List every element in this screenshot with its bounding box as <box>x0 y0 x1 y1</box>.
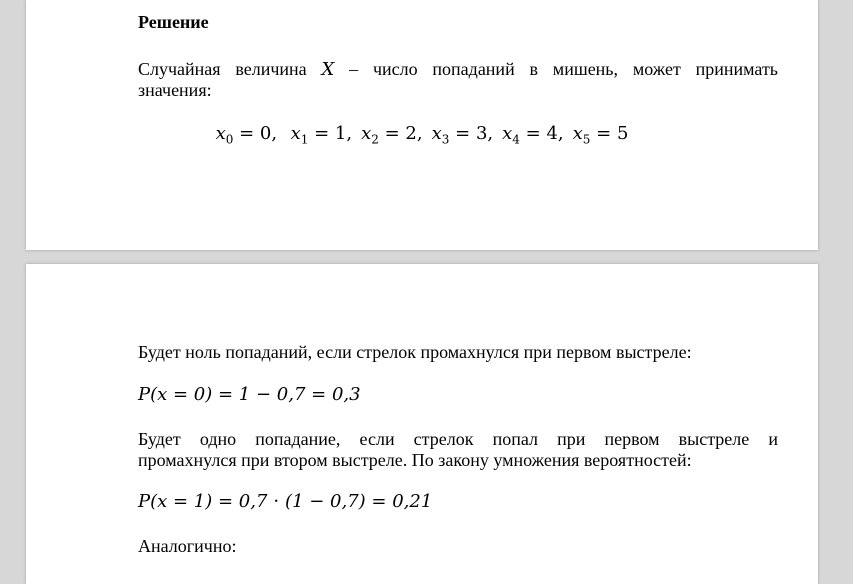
para1-text-b: – число попаданий в мишень, может принимать <box>349 59 779 79</box>
similarly-text: Аналогично: <box>138 536 237 556</box>
value-term: $x_1 = 1$, <box>290 123 353 147</box>
paragraph-random-variable-line1 <box>138 58 778 81</box>
document-page-2 <box>26 264 818 584</box>
solution-heading: Решение <box>138 12 209 32</box>
value-term: $x_4 = 4$, <box>502 123 564 147</box>
formula-p-zero: P(x = 0) = 1 − 0,7 = 0,3 <box>138 384 361 405</box>
value-term: $x_0 = 0$, <box>215 123 278 147</box>
document-page-1 <box>26 0 818 250</box>
value-term: $x_5 = 5$ <box>572 123 629 147</box>
para1-text-a: Случайная величина <box>138 59 307 79</box>
zero-hits-text: Будет ноль попаданий, если стрелок промахнулся при первом выстреле: <box>138 342 692 362</box>
one-hit-text-line2: промахнулся при втором выстреле. По закону умножения вероятностей: <box>138 450 692 470</box>
value-term: $x_3 = 3$, <box>431 123 494 147</box>
values-formula <box>26 122 818 145</box>
one-hit-text-line1: Будет одно попадание, если стрелок попал при первом выстреле и <box>138 429 778 449</box>
value-term: $x_2 = 2$, <box>361 123 423 147</box>
formula-p-one: P(x = 1) = 0,7 ⋅ (1 − 0,7) = 0,21 <box>138 491 433 512</box>
paragraph-random-variable-line2: значения: <box>138 80 212 100</box>
variable-x: X <box>321 59 335 80</box>
